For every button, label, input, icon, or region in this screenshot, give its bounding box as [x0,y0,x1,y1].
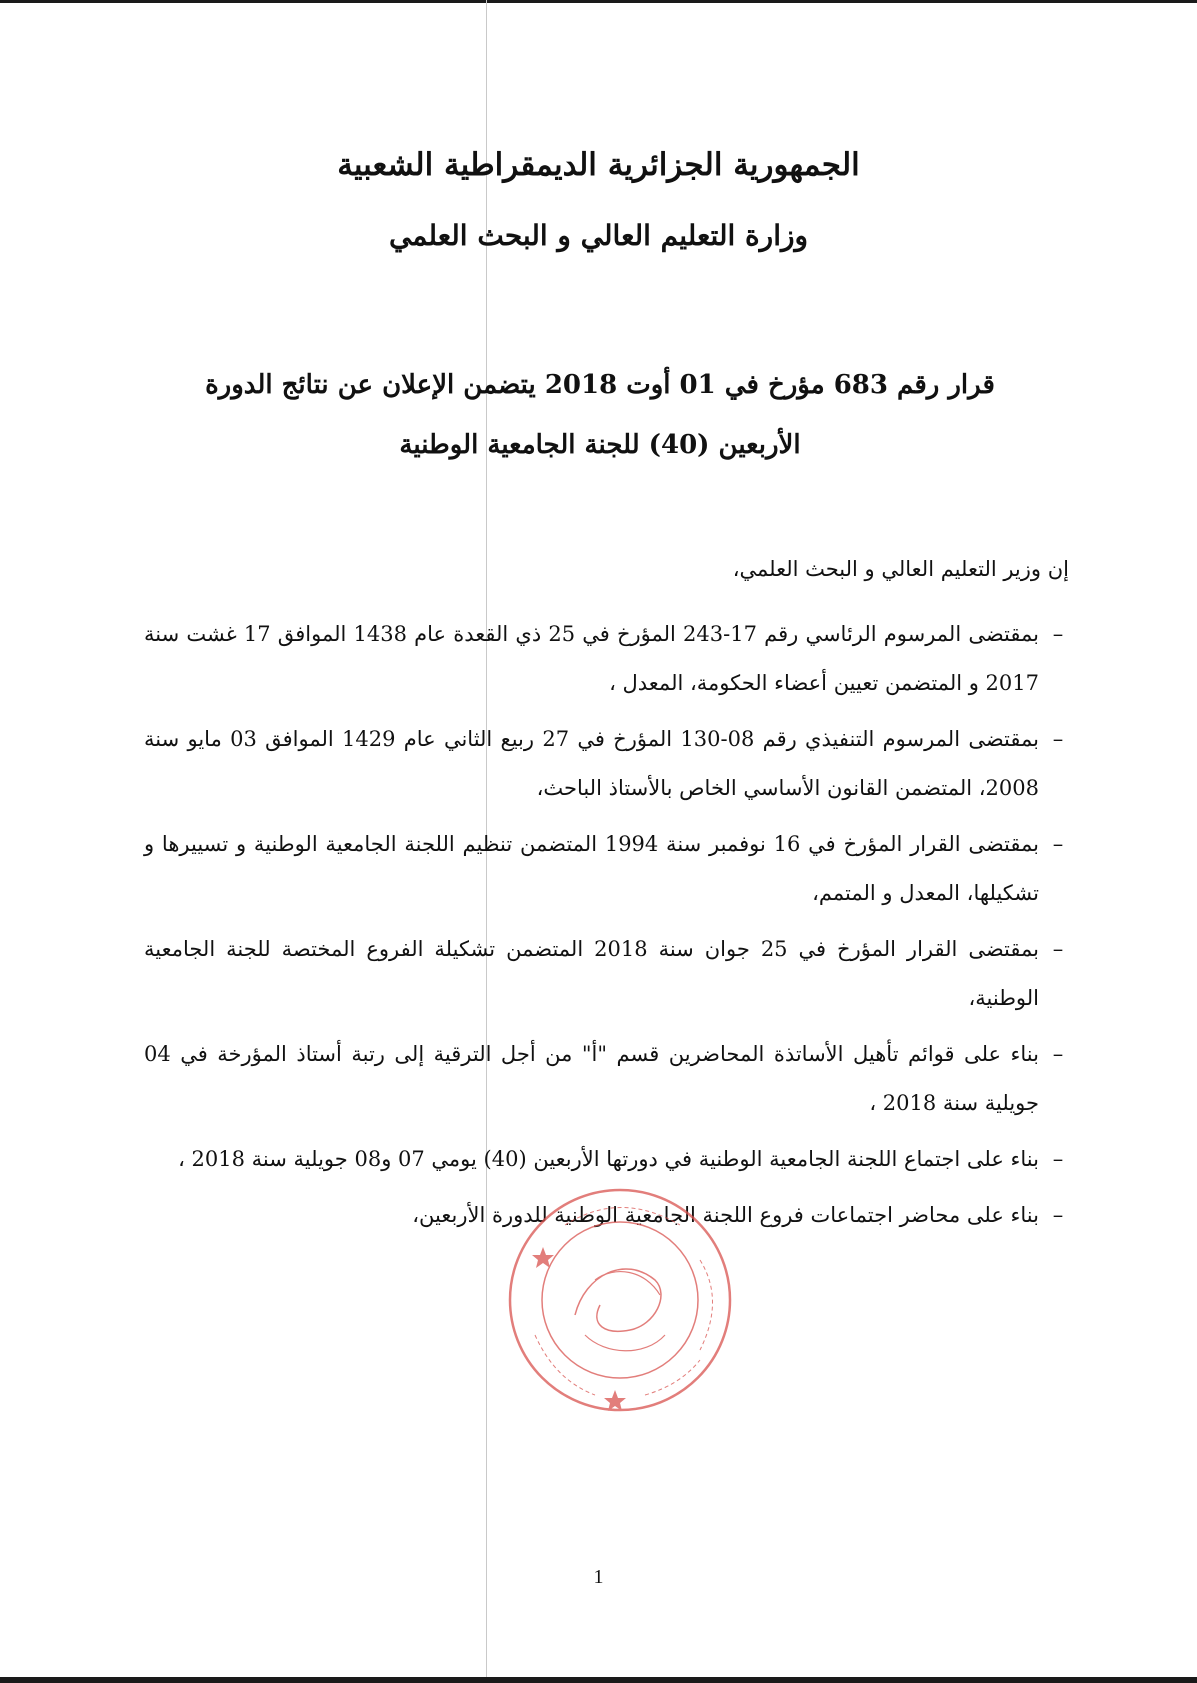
document-header [0,140,1197,258]
consideration-item [144,715,1069,813]
consideration-text: بمقتضى القرار المؤرخ في 25 جوان سنة 2018 المتضمن تشكيلة الفروع المختصة للجنة الجامعية الوطنية، [144,937,1039,1010]
list-dash: – [1052,622,1064,646]
considerations-list [144,610,1069,1247]
list-dash: – [1052,1147,1064,1171]
official-seal-stamp-icon [505,1185,735,1415]
republic-name: الجمهورية الجزائرية الديمقراطية الشعبية [337,147,860,183]
consideration-text: بمقتضى المرسوم التنفيذي رقم 08-130 المؤرخ في 27 ربيع الثاني عام 1429 الموافق 03 مايو سنة 2008، المتضمن القانون الأساسي الخاص بالأستاذ الباحث، [144,727,1039,800]
consideration-item [144,925,1069,1023]
consideration-item [144,1135,1069,1184]
list-dash: – [1052,832,1064,856]
decision-title-line-1: قرار رقم 683 مؤرخ في 01 أوت 2018 يتضمن الإعلان عن نتائج الدورة [205,370,995,400]
scan-bottom-border [0,1677,1197,1683]
list-dash: – [1052,727,1064,751]
consideration-text: بناء على محاضر اجتماعات فروع اللجنة الجامعية الوطنية للدورة الأربعين، [412,1203,1039,1227]
page-number: 1 [593,1566,604,1588]
consideration-text: بمقتضى المرسوم الرئاسي رقم 17-243 المؤرخ في 25 ذي القعدة عام 1438 الموافق 17 غشت سنة 2017 و المتضمن تعيين أعضاء الحكومة، المعدل ، [144,622,1039,695]
ministry-name: وزارة التعليم العالي و البحث العلمي [388,219,809,252]
intro-statement: إن وزير التعليم العالي و البحث العلمي، [732,557,1069,581]
scan-top-border [0,0,1197,3]
decision-title [150,355,1050,475]
consideration-text: بناء على اجتماع اللجنة الجامعية الوطنية في دورتها الأربعين (40) يومي 07 و08 جويلية سنة 2018 ، [178,1147,1039,1171]
consideration-item [144,610,1069,708]
consideration-text: بناء على قوائم تأهيل الأساتذة المحاضرين قسم "أ" من أجل الترقية إلى رتبة أستاذ المؤرخة في 04 جويلية سنة 2018 ، [144,1042,1039,1115]
decision-title-line-2: الأربعين (40) للجنة الجامعية الوطنية [399,430,801,460]
list-dash: – [1052,1042,1064,1066]
consideration-item [144,1030,1069,1128]
consideration-text: بمقتضى القرار المؤرخ في 16 نوفمبر سنة 1994 المتضمن تنظيم اللجنة الجامعية الوطنية و تسييرها و تشكيلها، المعدل و المتمم، [144,832,1039,905]
consideration-item [144,820,1069,918]
list-dash: – [1052,937,1064,961]
list-dash: – [1052,1203,1064,1227]
